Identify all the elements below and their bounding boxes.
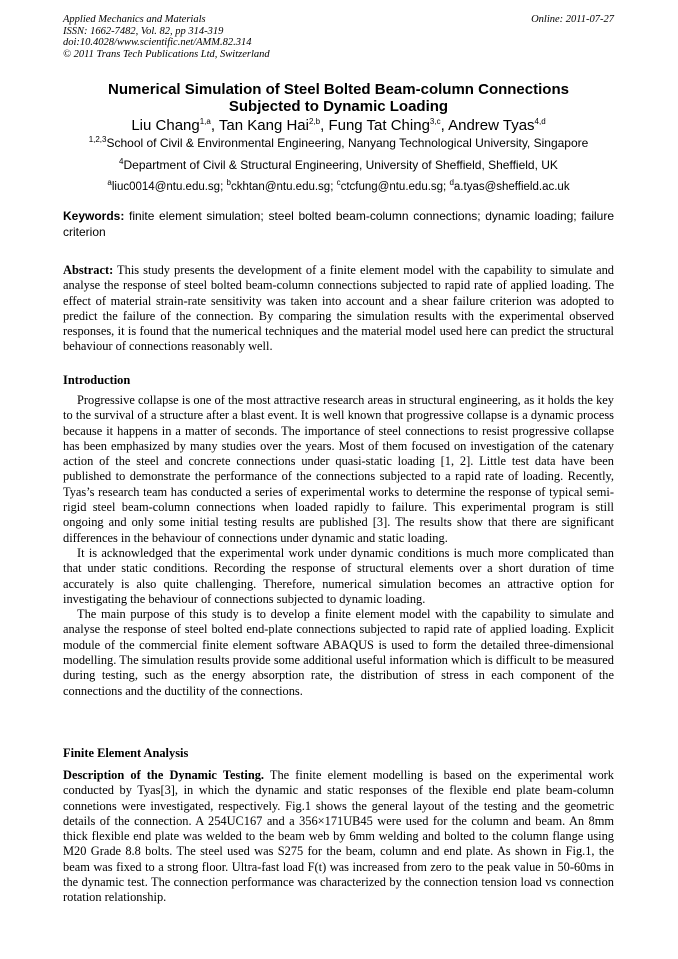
section-heading-introduction: Introduction xyxy=(63,373,131,387)
issn-line: ISSN: 1662-7482, Vol. 82, pp 314-319 xyxy=(63,25,224,37)
affiliation-sup: 1,2,3 xyxy=(88,135,107,144)
author-name: Andrew Tyas xyxy=(448,117,535,134)
paragraph: Progressive collapse is one of the most attractive research areas in structural engineering, as it holds the key to the survival of a structure after a blast event. It is well known that progressive collapse is a dynamic process because it happens in a matter of seconds. The importance of steel connections to resist progressive collapse has been emphasized by many studies over the years. Most of them focused on investigation of the catenary action of the steel and concrete connections under quasi-static loading [1, 2]. Little test data have been published to demonstrate the performance of the connections subjected to a rapid rate of loading. Recently, Tyas’s research team has conducted a series of experimental works to determine the response of typical semi-rigid steel beam-column connections when loaded rapidly to failure. This experimental program is still ongoing and only some initial testing results are published [3]. The results show that there are significant differences in the behaviour of connections under dynamic and static loading. xyxy=(63,393,614,545)
title-line-2: Subjected to Dynamic Loading xyxy=(228,98,449,115)
affiliation-1 xyxy=(63,136,614,150)
title-line-1: Numerical Simulation of Steel Bolted Beam-column Connections xyxy=(108,81,569,98)
email-address[interactable]: liuc0014@ntu.edu.sg; xyxy=(111,181,227,193)
abstract-label: Abstract: xyxy=(63,263,114,277)
affiliation-sup: 4 xyxy=(119,157,124,166)
keywords-text: finite element simulation; steel bolted beam-column connections; dynamic loading; failure criterion xyxy=(63,209,614,239)
paragraph: The main purpose of this study is to develop a finite element model with the capability to simulate and analyse the response of steel bolted end-plate connections subjected to rapid rate of applied loading. Explicit module of the commercial finite element software ABAQUS is used to form the detailed three-dimensional modelling. The simulation results provide some additional useful information which is difficult to be measured during testing, such as the energy absorption rate, the distribution of stress in each component of the connections and the ductility of the connections. xyxy=(63,607,614,698)
paper-title xyxy=(63,81,614,115)
online-date: Online: 2011-07-27 xyxy=(531,14,614,25)
keywords-label: Keywords: xyxy=(63,209,125,223)
email-sup: c xyxy=(336,178,341,188)
email-list xyxy=(63,180,614,194)
journal-name: Applied Mechanics and Materials xyxy=(63,14,206,25)
section-heading-fea: Finite Element Analysis xyxy=(63,746,189,760)
author-sup: 1,a xyxy=(199,117,211,126)
author-sup: 2,b xyxy=(308,117,321,126)
keywords xyxy=(63,208,614,240)
author-sep: , xyxy=(210,117,219,134)
email-address[interactable]: ckhtan@ntu.edu.sg; xyxy=(230,181,337,193)
introduction-body xyxy=(63,393,614,699)
author-sep: , xyxy=(320,117,329,134)
email-address[interactable]: a.tyas@sheffield.ac.uk xyxy=(453,181,570,193)
affiliation-text: Department of Civil & Structural Engineering, University of Sheffield, Sheffield, UK xyxy=(123,158,558,172)
subsection-label: Description of the Dynamic Testing. xyxy=(63,768,265,782)
email-sup: b xyxy=(226,178,231,188)
affiliation-text: School of Civil & Environmental Engineering, Nanyang Technological University, Singapore xyxy=(106,136,589,150)
abstract xyxy=(63,263,614,355)
author-name: Liu Chang xyxy=(131,117,200,134)
paragraph: It is acknowledged that the experimental work under dynamic conditions is much more complicated than that under static conditions. Recording the response of structural elements over a short duration of time accurately is also quite challenging. Therefore, numerical simulation becomes an attractive option for investigating the behaviour of connections subjected to dynamic loading. xyxy=(63,545,614,606)
affiliation-2 xyxy=(63,158,614,172)
paragraph: The finite element modelling is based on the experimental work conducted by Tyas[3], in which the dynamic and static responses of the flexible end plate beam-column connetions were investigated, respectively. Fig.1 shows the general layout of the testing and the geometric details of the connection. A 254UC167 and a 356×171UB45 were used for the column and beam. An 8mm thick flexible end plate was welded to the beam web by 6mm welding and bolted to the column flange using M20 Grade 8.8 bolts. The steel used was S275 for the beam, column and end plate. As shown in Fig.1, the beam was fixed to a strong floor. Ultra-fast load F(t) was increased from zero to the peak value in 50-60ms in the dynamic test. The connection performance was characterized by the connection tension load vs connection rotation relationship. xyxy=(63,768,614,905)
author-name: Fung Tat Ching xyxy=(328,117,430,134)
email-sup: d xyxy=(449,178,454,188)
author-list xyxy=(63,117,614,135)
email-address[interactable]: ctcfung@ntu.edu.sg; xyxy=(340,181,450,193)
fea-body xyxy=(63,768,614,906)
author-sup: 3,c xyxy=(429,117,441,126)
author-sep: , xyxy=(440,117,449,134)
author-sup: 4,d xyxy=(534,117,546,126)
doi-link[interactable]: doi:10.4028/www.scientific.net/AMM.82.314 xyxy=(63,37,252,48)
abstract-text: This study presents the development of a finite element model with the capability to simulate and analyse the response of steel bolted beam-column connections subjected to rapid rate of applied loading. The effect of material strain-rate sensitivity was taken into account and a shear failure criterion was adopted to predict the failure of the connection. By comparing the simulation results with the experimental observed responses, it is found that the numerical techniques and the material model used here can predict the structural behaviour of connections reasonably well. xyxy=(63,263,614,354)
author-name: Tan Kang Hai xyxy=(218,117,309,134)
journal-header xyxy=(63,14,270,60)
copyright-line: © 2011 Trans Tech Publications Ltd, Switzerland xyxy=(63,48,270,60)
email-sup: a xyxy=(107,178,112,188)
